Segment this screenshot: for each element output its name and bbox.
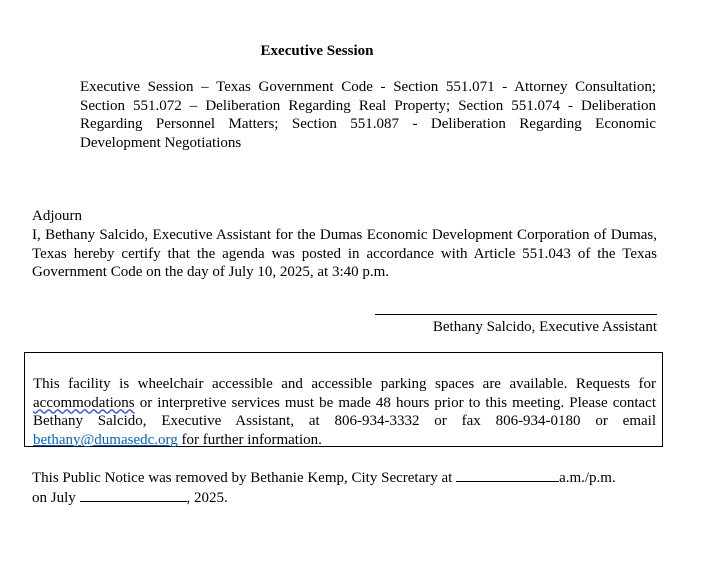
removal-text-part3: on July (32, 489, 80, 506)
removal-text-part2: a.m./p.m. (559, 470, 616, 486)
section-heading: Executive Session (260, 43, 374, 59)
time-blank-line (456, 468, 559, 482)
removal-text-part4: , 2025. (186, 489, 228, 506)
date-blank-line (80, 488, 187, 502)
notice-text-part2: or interpretive services must be made 48 hours prior to this meeting. Please contact Bethany Salcido, Executive Assistant, at 806-934-3332 or fax 806-934-0180 or email (33, 394, 656, 429)
email-link[interactable]: bethany@dumasedc.org (33, 431, 178, 448)
accessibility-notice-text (33, 375, 656, 449)
notice-text-part3: for further information. (177, 431, 322, 448)
accessibility-notice-box (24, 352, 663, 447)
signature-line (375, 314, 657, 315)
removal-text-part1: This Public Notice was removed by Bethanie Kemp, City Secretary at (32, 470, 457, 486)
certification-paragraph: I, Bethany Salcido, Executive Assistant for the Dumas Economic Development Corporation of Dumas, Texas hereby certify that the agenda was posted in accordance with Article 551.043 of the Texas Government Code on the day of July 10, 2025, at 3:40 p.m. (32, 227, 657, 280)
removal-notice (32, 468, 657, 507)
signature-name: Bethany Salcido, Executive Assistant (432, 319, 657, 335)
notice-text-part1: This facility is wheelchair accessible and accessible parking spaces are available. Requests for (33, 376, 656, 392)
executive-session-paragraph: Executive Session – Texas Government Code - Section 551.071 - Attorney Consultation; Section 551.072 – Deliberation Regarding Real Property; Section 551.074 - Deliberation Regarding Personnel Matters; Section 551.087 - Deliberation Regarding Economic Development Negotiations (80, 79, 656, 151)
adjourn-label: Adjourn (32, 208, 82, 224)
flagged-word-accommodations: accommodations (33, 394, 135, 411)
